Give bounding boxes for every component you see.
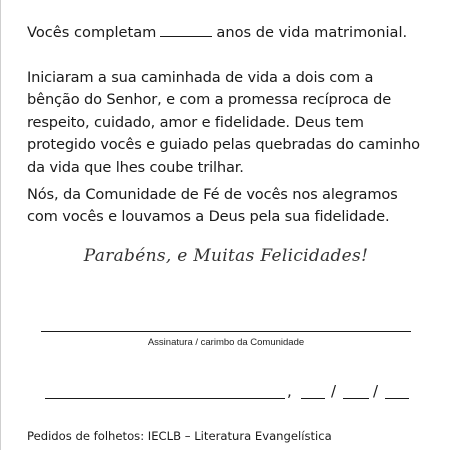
blessing-paragraph: Iniciaram a sua caminhada de vida a dois com a bênção do Senhor, e com a promessa recíproca de respeito, cuidado, amor e fidelidade. Deus tem protegido vocês e guiado pelas quebradas do caminho da vida que lhes coube trilhar. bbox=[27, 69, 420, 176]
intro-text: Vocês completam bbox=[27, 24, 157, 41]
date-comma: , bbox=[287, 382, 292, 400]
community-paragraph: Nós, da Comunidade de Fé de vocês nos alegramos com vocês e louvamos a Deus pela sua fidelidade. bbox=[27, 186, 398, 226]
year-blank-field[interactable] bbox=[385, 398, 409, 399]
place-blank-field[interactable] bbox=[45, 398, 285, 399]
years-blank-field[interactable] bbox=[160, 23, 212, 37]
signature-label: Assinatura / carimbo da Comunidade bbox=[147, 337, 305, 348]
footer-order-info: Pedidos de folhetos: IECLB – Literatura Evangelística bbox=[27, 429, 332, 443]
place-date-line bbox=[45, 382, 415, 402]
day-blank-field[interactable] bbox=[301, 398, 325, 399]
date-slash-1: / bbox=[331, 382, 337, 400]
date-slash-2: / bbox=[373, 382, 379, 400]
congratulations-heading: Parabéns, e Muitas Felicidades! bbox=[83, 246, 369, 266]
anniversary-years-line bbox=[27, 22, 427, 44]
month-blank-field[interactable] bbox=[343, 398, 369, 399]
signature-line[interactable] bbox=[41, 331, 411, 332]
intro-text-end: anos de vida matrimonial. bbox=[216, 24, 408, 41]
